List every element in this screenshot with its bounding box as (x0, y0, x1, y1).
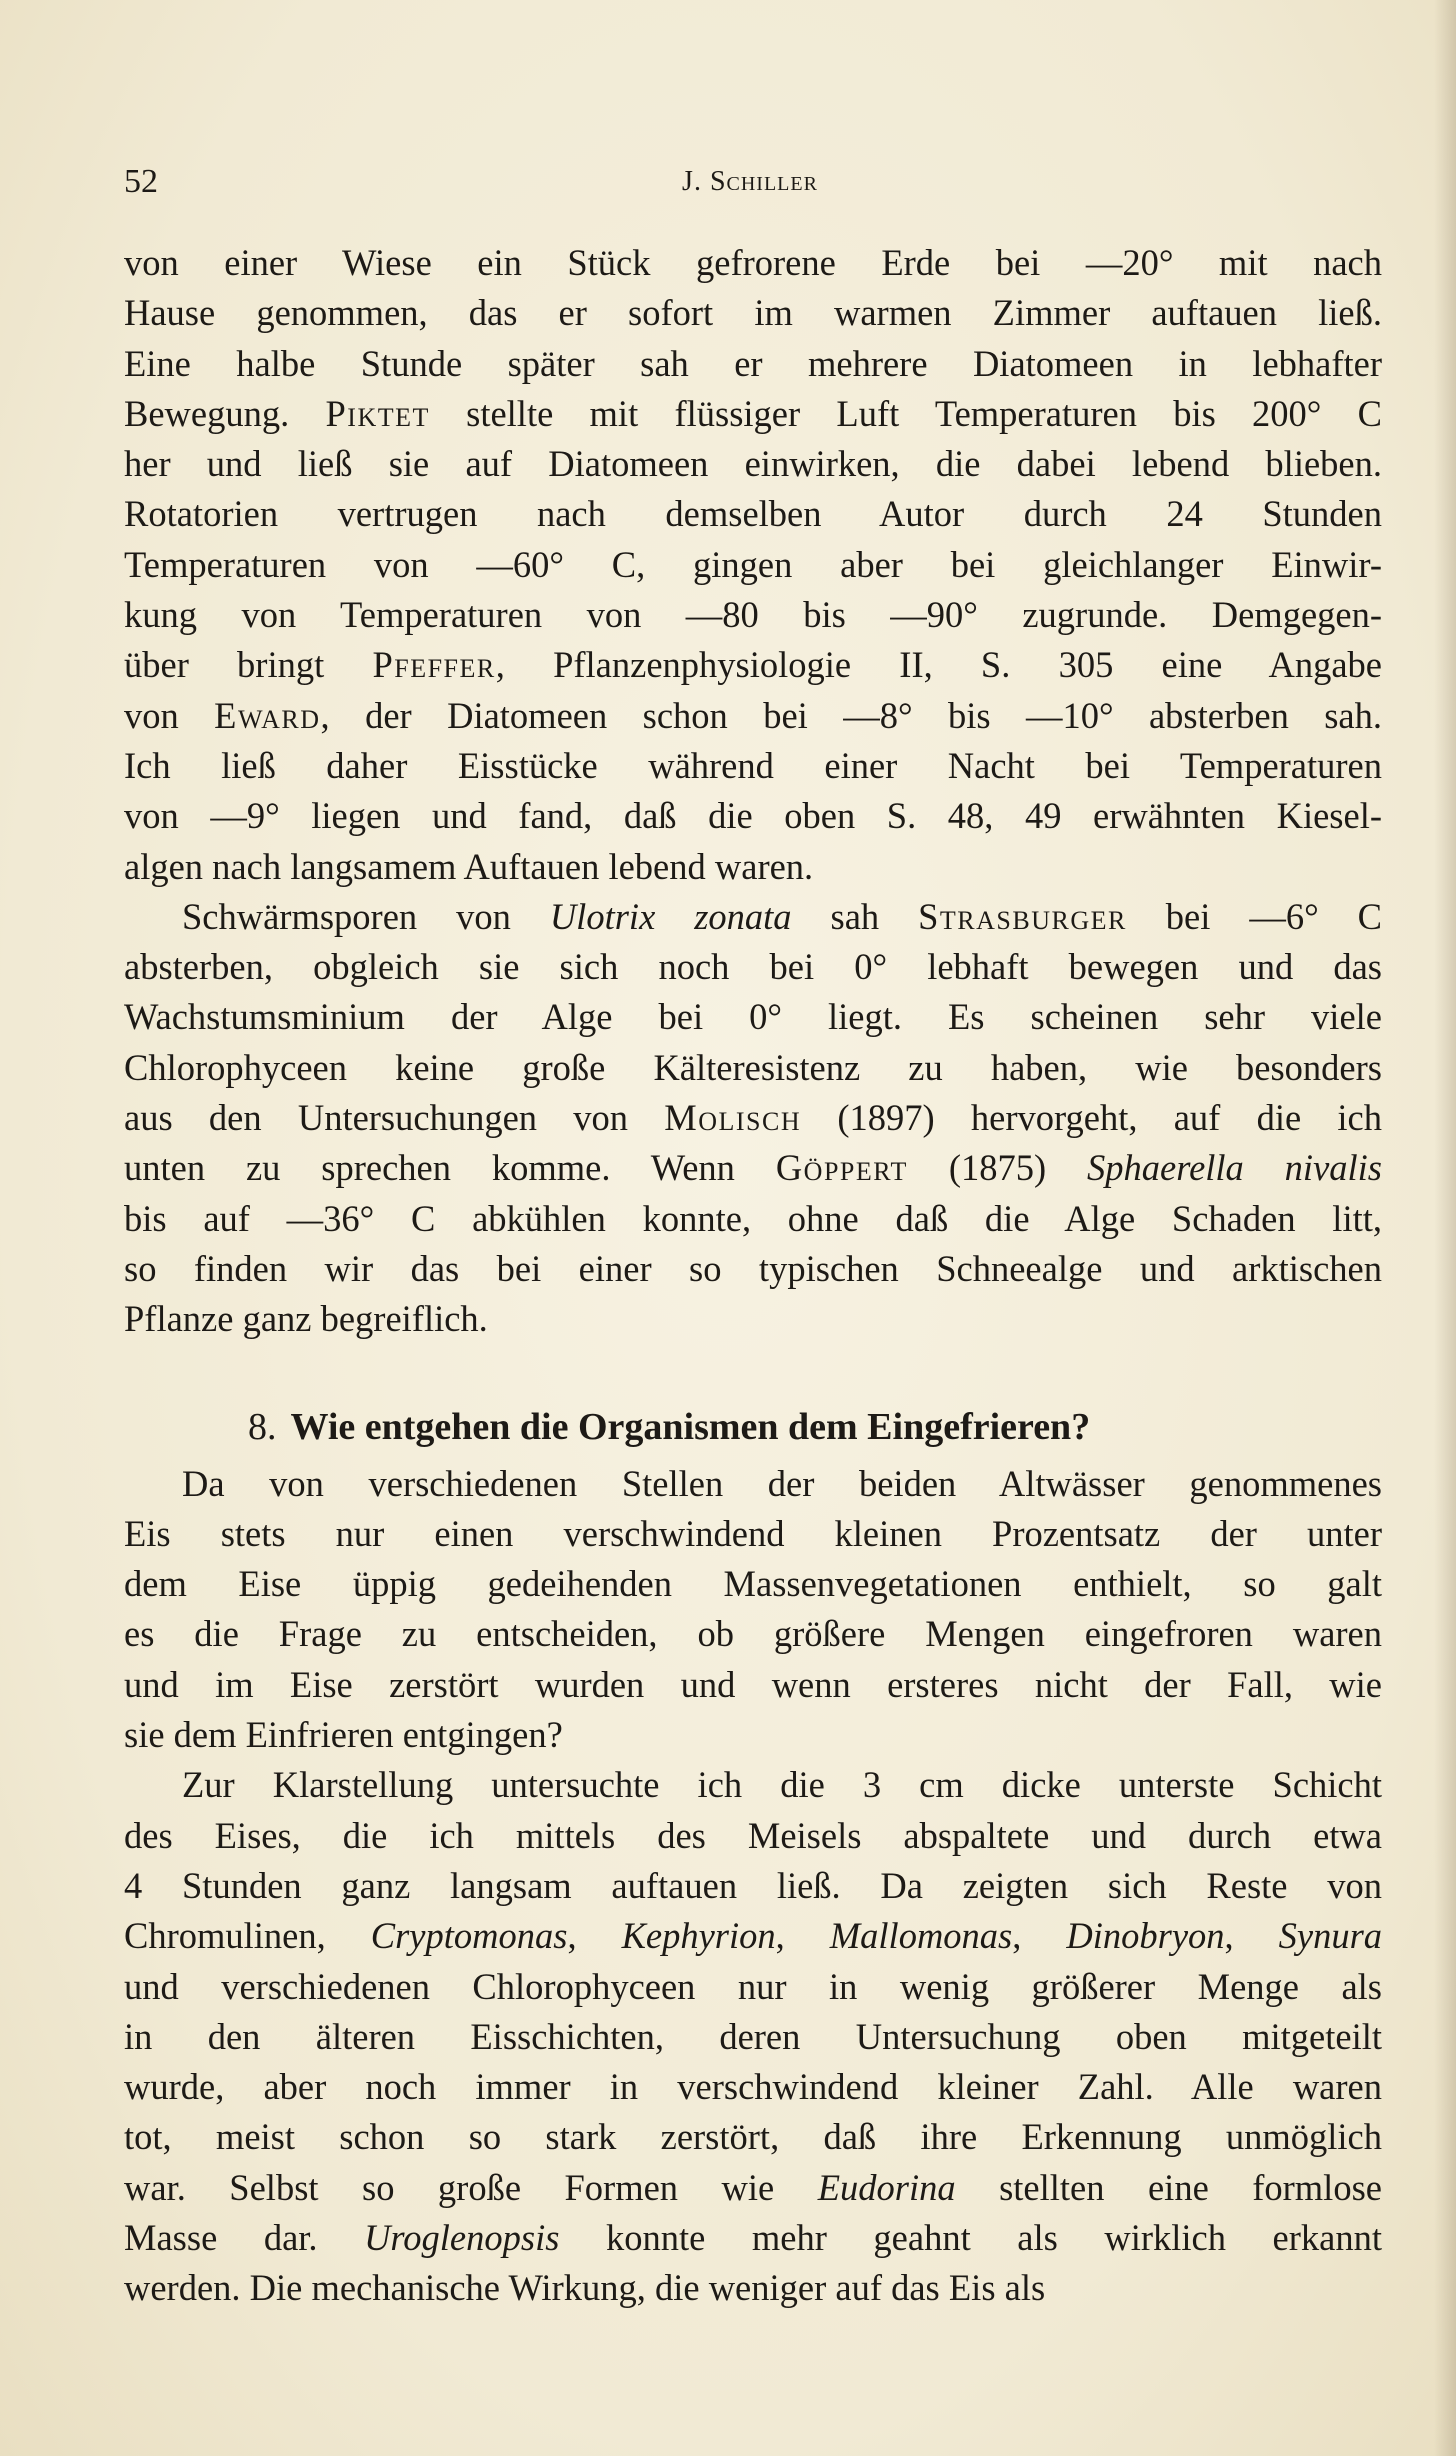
text-run: absterben, obgleich sie sich noch bei 0° lebhaft bewegen und das (124, 946, 1382, 988)
text-run: Hause genommen, das er sofort im warmen Zimmer auftauen ließ. (124, 292, 1382, 334)
italic-taxon: Kephyrion (621, 1915, 776, 1957)
text-block-after-heading (124, 1459, 1382, 2314)
text-run: , (1012, 1915, 1067, 1957)
page-edge-shadow (1434, 0, 1456, 2456)
text-line (124, 1459, 1382, 1509)
text-run: Da von verschiedenen Stellen der beiden Altwässer genommenes (182, 1462, 1382, 1504)
text-run: Ich ließ daher Eisstücke während einer Nacht bei Temperaturen (124, 744, 1382, 786)
text-run: dem Eise üppig gedeihenden Massenvegetationen enthielt, so galt (124, 1563, 1382, 1605)
section-number: 8. (248, 1405, 277, 1448)
running-head: J. Schiller (682, 166, 818, 197)
text-line (124, 1043, 1382, 1093)
text-line (124, 1962, 1382, 2012)
text-line (124, 1911, 1382, 1961)
text-run: sah (791, 895, 919, 937)
text-run: wurde, aber noch immer in verschwindend kleiner Zahl. Alle waren (124, 2066, 1382, 2108)
section-heading (124, 1401, 1382, 1453)
text-run: (1875) (907, 1147, 1088, 1189)
text-run: , (1224, 1915, 1279, 1957)
text-line (124, 1609, 1382, 1659)
author-name: Göppert (775, 1147, 908, 1189)
text-run: kung von Temperaturen von —80 bis —90° zugrunde. Demgegen- (124, 594, 1382, 636)
text-run: über bringt (124, 644, 373, 686)
text-line (124, 489, 1382, 539)
text-run: von —9° liegen und fand, daß die oben S. 48, 49 erwähnten Kiesel- (124, 795, 1382, 837)
text-run: des Eises, die ich mittels des Meisels abspaltete und durch etwa (124, 1814, 1382, 1856)
text-line (124, 1811, 1382, 1861)
text-run: Eine halbe Stunde später sah er mehrere Diatomeen in lebhafter (124, 342, 1382, 384)
text-line (124, 842, 1382, 892)
text-run: bis auf —36° C abkühlen konnte, ohne daß die Alge Schaden litt, (124, 1197, 1382, 1239)
text-line (124, 439, 1382, 489)
text-line (124, 1710, 1382, 1760)
text-run: Eis stets nur einen verschwindend kleinen Prozentsatz der unter (124, 1512, 1382, 1554)
text-run: aus den Untersuchungen von (124, 1097, 665, 1139)
text-line (124, 992, 1382, 1042)
text-block-before-heading (124, 238, 1382, 1345)
text-line (124, 1660, 1382, 1710)
author-name: Molisch (664, 1097, 802, 1139)
author-name: Piktet (325, 392, 430, 434)
text-line (124, 1294, 1382, 1344)
italic-taxon: Ulotrix zonata (549, 895, 792, 937)
author-name: Eward (214, 694, 321, 736)
italic-taxon: Sphaerella nivalis (1087, 1147, 1383, 1189)
text-run: sie dem Einfrieren entgingen? (124, 1714, 563, 1756)
text-run: Masse dar. (124, 2216, 365, 2258)
text-run: von (124, 694, 215, 736)
text-line (124, 590, 1382, 640)
text-line (124, 691, 1382, 741)
text-run: tot, meist schon so stark zerstört, daß ihre Erkennung unmöglich (124, 2116, 1382, 2158)
text-line (124, 1244, 1382, 1294)
text-run: , (775, 1915, 830, 1957)
text-line (124, 339, 1382, 389)
text-run: stellte mit flüssiger Luft Temperaturen bis 200° C (429, 392, 1382, 434)
text-line (124, 2163, 1382, 2213)
text-run: werden. Die mechanische Wirkung, die weniger auf das Eis als (124, 2267, 1046, 2309)
text-line (124, 1760, 1382, 1810)
text-run: war. Selbst so große Formen wie (124, 2166, 818, 2208)
section-title: Wie entgehen die Organismen dem Eingefrieren? (290, 1405, 1091, 1448)
text-run: in den älteren Eisschichten, deren Untersuchung oben mitgeteilt (124, 2015, 1382, 2057)
text-run: so finden wir das bei einer so typischen Schneealge und arktischen (124, 1247, 1382, 1289)
text-run: , (567, 1915, 622, 1957)
text-run: und verschiedenen Chlorophyceen nur in wenig größerer Menge als (124, 1965, 1382, 2007)
italic-taxon: Mallomonas (829, 1915, 1013, 1957)
text-line (124, 640, 1382, 690)
italic-taxon: Synura (1278, 1915, 1383, 1957)
text-line (124, 288, 1382, 338)
text-run: her und ließ sie auf Diatomeen einwirken, die dabei lebend blieben. (124, 443, 1382, 485)
text-run: Chlorophyceen keine große Kälteresistenz zu haben, wie besonders (124, 1046, 1382, 1088)
text-line (124, 540, 1382, 590)
text-line (124, 2112, 1382, 2162)
text-run: 4 Stunden ganz langsam auftauen ließ. Da zeigten sich Reste von (124, 1864, 1382, 1906)
text-line (124, 1143, 1382, 1193)
text-run: Rotatorien vertrugen nach demselben Autor durch 24 Stunden (124, 493, 1382, 535)
page-header (120, 160, 1380, 204)
text-run: (1897) hervorgeht, auf die ich (801, 1097, 1382, 1139)
text-line (124, 741, 1382, 791)
text-run: Temperaturen von —60° C, gingen aber bei gleichlanger Einwir- (124, 543, 1382, 585)
text-line (124, 791, 1382, 841)
text-line (124, 942, 1382, 992)
text-run: bei —6° C (1126, 895, 1382, 937)
italic-taxon: Dinobryon (1066, 1915, 1225, 1957)
text-line (124, 2213, 1382, 2263)
text-run: unten zu sprechen komme. Wenn (124, 1147, 776, 1189)
page-number: 52 (124, 163, 158, 200)
text-run: stellten eine formlose (955, 2166, 1382, 2208)
text-run: konnte mehr geahnt als wirklich erkannt (559, 2216, 1382, 2258)
text-run: es die Frage zu entscheiden, ob größere Mengen eingefroren waren (124, 1613, 1382, 1655)
text-line (124, 1509, 1382, 1559)
text-line (124, 1194, 1382, 1244)
text-run: Wachstumsminium der Alge bei 0° liegt. Es scheinen sehr viele (124, 996, 1382, 1038)
text-run: Bewegung. (124, 392, 326, 434)
text-line (124, 2012, 1382, 2062)
text-run: von einer Wiese ein Stück gefrorene Erde bei —20° mit nach (124, 242, 1382, 283)
italic-taxon: Uroglenopsis (364, 2216, 560, 2258)
text-run: algen nach langsamem Auftauen lebend waren. (124, 845, 814, 887)
text-run: Pflanze ganz begreiflich. (124, 1298, 488, 1340)
text-line (124, 892, 1382, 942)
text-run: und im Eise zerstört wurden und wenn ersteres nicht der Fall, wie (124, 1663, 1382, 1705)
text-run: Chromulinen, (124, 1915, 371, 1957)
text-line (124, 238, 1382, 288)
text-line (124, 1093, 1382, 1143)
text-run: Schwärmsporen von (182, 895, 550, 937)
italic-taxon: Eudorina (817, 2166, 956, 2208)
text-run: , der Diatomeen schon bei —8° bis —10° absterben sah. (320, 694, 1383, 736)
text-line (124, 1559, 1382, 1609)
text-line (124, 1861, 1382, 1911)
italic-taxon: Cryptomonas (370, 1915, 568, 1957)
text-line (124, 2062, 1382, 2112)
author-name: Strasburger (918, 895, 1127, 937)
text-run: Zur Klarstellung untersuchte ich die 3 cm dicke unterste Schicht (182, 1764, 1382, 1806)
text-line (124, 389, 1382, 439)
author-name: Pfeffer (372, 644, 496, 686)
text-run: , Pflanzenphysiologie II, S. 305 eine Angabe (495, 644, 1383, 686)
text-line (124, 2263, 1382, 2313)
page-body (124, 238, 1382, 2314)
